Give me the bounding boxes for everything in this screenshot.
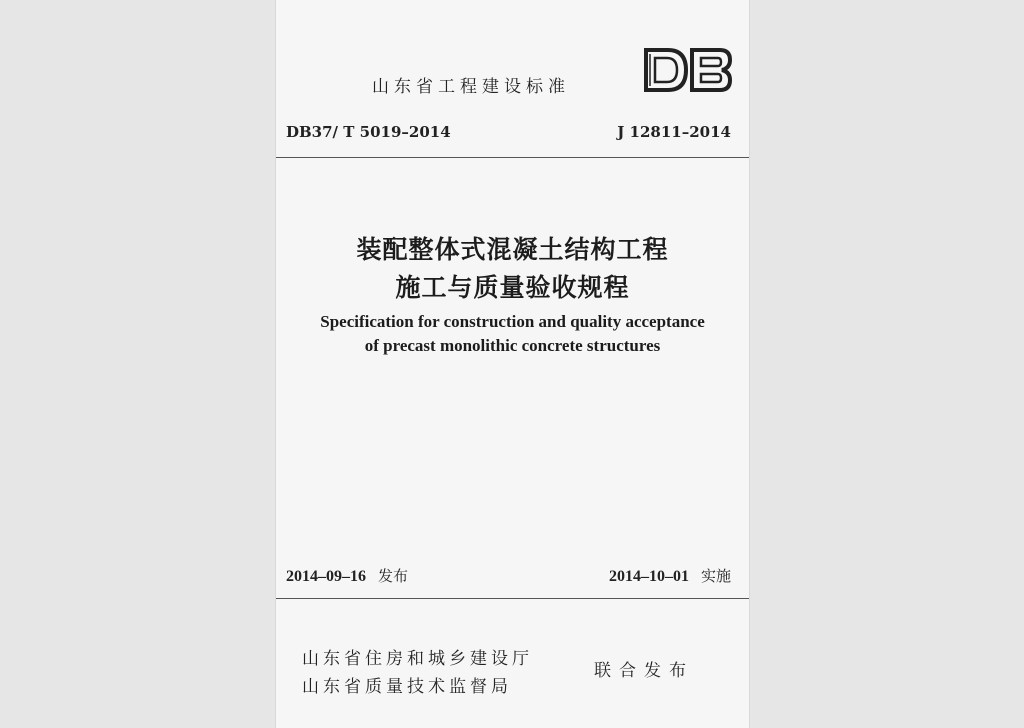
issue-date: 2014–09–16 <box>286 568 366 585</box>
title-en-line2: of precast monolithic concrete structures <box>364 336 661 355</box>
title-cn-line2: 施工与质量验收规程 <box>395 273 630 302</box>
title-en-line1: Specification for construction and quality acceptance <box>320 312 705 331</box>
standard-code: DB37/ T 5019–2014 <box>286 123 451 141</box>
issue-label: 发布 <box>378 567 409 585</box>
effective-date: 2014–10–01 <box>608 568 689 585</box>
top-divider <box>276 157 749 158</box>
issuer-housing-department: 山东省住房和城乡建设厅 <box>302 649 533 669</box>
issue-date-block <box>286 565 408 586</box>
record-code: J 12811–2014 <box>617 123 731 141</box>
title-cn-line1: 装配整体式混凝土结构工程 <box>356 235 669 264</box>
issuer-quality-bureau: 山东省质量技术监督局 <box>302 677 512 697</box>
standard-codes <box>276 123 749 147</box>
standard-name: 山东省工程建设标准 <box>372 77 570 97</box>
dates-row <box>276 565 749 589</box>
effective-label: 实施 <box>700 567 731 585</box>
db-logo <box>642 46 734 94</box>
joint-issue-label: 联合发布 <box>594 661 694 681</box>
effective-date-block <box>609 565 731 586</box>
bottom-divider <box>276 598 749 599</box>
document-page <box>276 0 749 728</box>
